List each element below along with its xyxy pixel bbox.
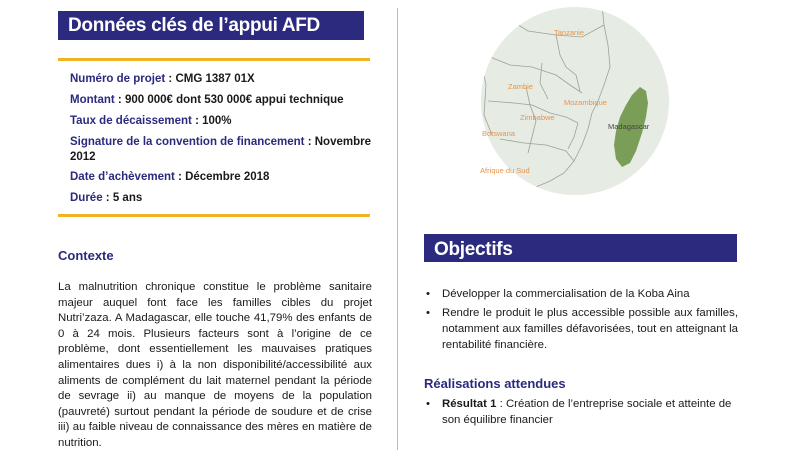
contexte-body: La malnutrition chronique constitue le problème sanitaire majeur auquel font face les familles cibles du projet Nutri’zaza. A Madagascar, elle touche 41,79% des enfants de 0 à 24 mois. Plusieurs facteurs sont à l’origine de ce problème, dont essentiellement les mauvaises pratiques alimentaires dues i) à la non disponibilité/accessibilité aux aliments de complément du lait maternel pendant la période de sevrage ii) au manque de moyens de la population (pauvreté) surtout pendant la période de soudure et de crise iii) au faible niveau de connaissance des mères en matière de nutrition. <box>58 281 372 449</box>
key-item-label: Durée <box>70 192 103 204</box>
key-item-label: Signature de la convention de financement <box>70 136 305 148</box>
key-item-value: CMG 1387 01X <box>175 73 255 85</box>
key-item-disbursement-rate: Taux de décaissement : 100% <box>70 115 232 127</box>
map-label-botswana: Botswana <box>482 129 515 138</box>
column-divider <box>397 8 398 450</box>
result-label: Résultat 1 <box>442 398 497 410</box>
map-label-zimbabwe: Zimbabwe <box>520 113 555 122</box>
map-label-mozambique: Mozambique <box>564 98 607 107</box>
objectifs-list <box>424 286 738 353</box>
key-item-value: Décembre 2018 <box>185 171 270 183</box>
map-label-tanzanie: Tanzanie <box>554 28 585 37</box>
objectifs-title: Objectifs <box>424 234 737 262</box>
key-item-completion-date: Date d’achèvement : Décembre 2018 <box>70 171 270 183</box>
key-item-amount: Montant : 900 000€ dont 530 000€ appui technique <box>70 94 344 106</box>
southern-africa-map <box>470 5 680 195</box>
key-item-label: Taux de décaissement <box>70 115 192 127</box>
map-label-madagascar: Madagascar <box>608 122 650 131</box>
realisations-heading: Réalisations attendues <box>424 376 566 391</box>
list-item: • Résultat 1 : Création de l’entreprise sociale et atteinte de son équilibre financier <box>426 398 732 426</box>
key-item-duration: Durée : 5 ans <box>70 192 143 204</box>
key-item-value: Novembre 2012 <box>70 136 371 163</box>
key-item-label: Date d’achèvement <box>70 171 175 183</box>
bullet-icon: • <box>426 288 430 300</box>
list-item: • Développer la commercialisation de la Koba Aina <box>426 288 690 300</box>
key-item-project-number: Numéro de projet : CMG 1387 01X <box>70 73 255 85</box>
key-item-label: Numéro de projet <box>70 73 166 85</box>
bullet-icon: • <box>426 398 430 410</box>
key-item-label: Montant <box>70 94 115 106</box>
contexte-heading: Contexte <box>58 248 114 263</box>
key-data-top-rule <box>58 58 370 61</box>
list-item: • Rendre le produit le plus accessible possible aux familles, notamment aux familles défavorisées, tout en atteignant la rentabilité financière. <box>426 307 738 351</box>
key-item-value: 5 ans <box>112 192 143 204</box>
key-data-title: Données clés de l’appui AFD <box>58 11 364 40</box>
bullet-icon: • <box>426 307 430 319</box>
map-label-afrique-du-sud: Afrique du Sud <box>480 166 530 175</box>
key-item-signature: Signature de la convention de financement : Novembre 2012 <box>70 136 371 163</box>
key-data-bottom-rule <box>58 214 370 217</box>
map-label-zambie: Zambie <box>508 82 534 91</box>
key-item-value: 100% <box>202 115 232 127</box>
key-item-value: 900 000€ dont 530 000€ appui technique <box>124 94 344 106</box>
realisations-list <box>424 396 738 428</box>
